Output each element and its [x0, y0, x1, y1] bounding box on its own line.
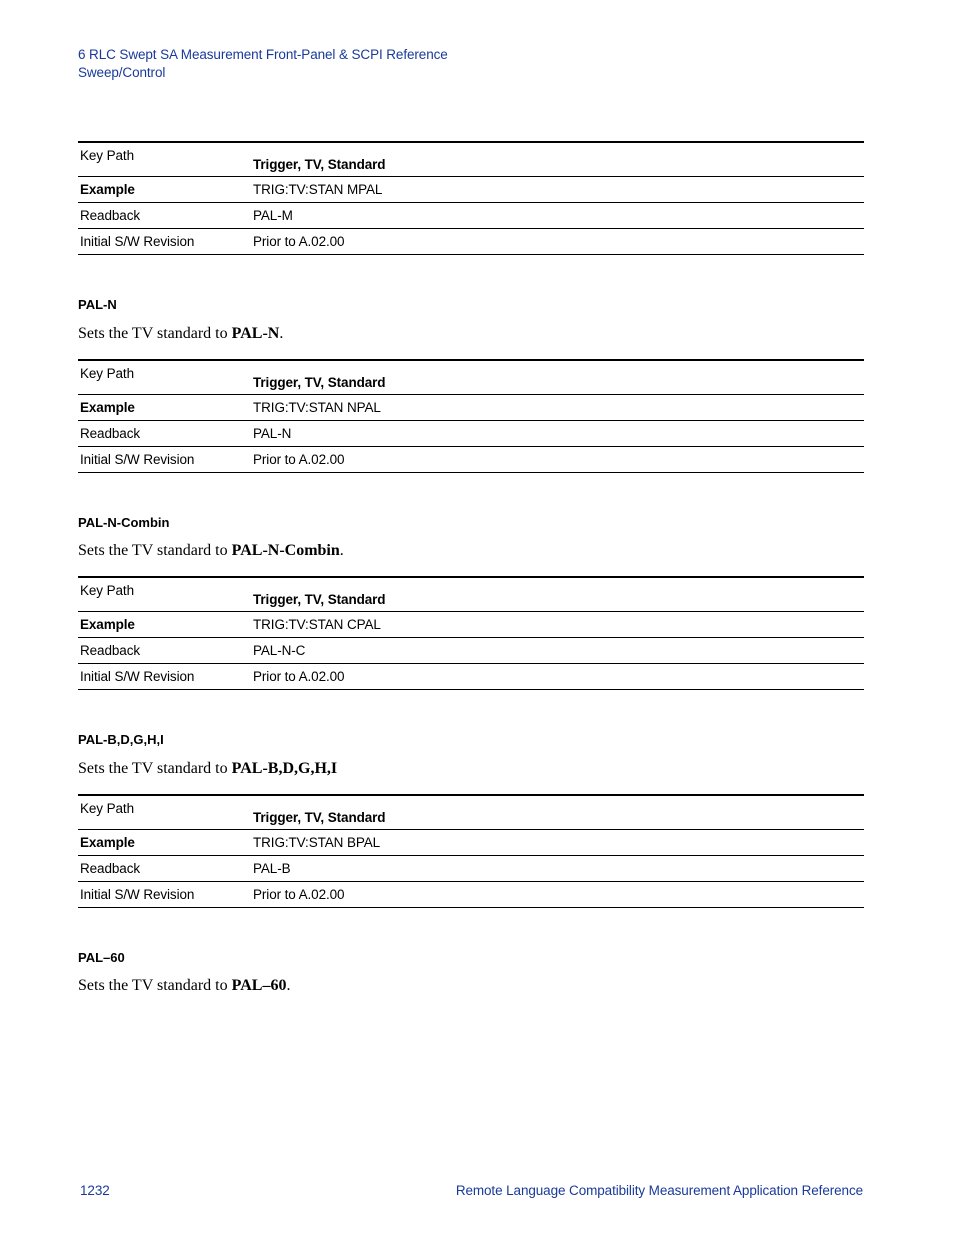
table-row [78, 142, 864, 177]
table-row [78, 664, 864, 690]
standard-term: PAL–60 [231, 977, 287, 994]
revision-value: Prior to A.02.00 [253, 669, 345, 684]
readback-value: PAL-N-C [253, 643, 306, 658]
section-description: Sets the TV standard to PAL-B,D,G,H,I [78, 760, 338, 777]
section-heading-pal-bdghi: PAL-B,D,G,H,I [78, 732, 164, 747]
table-row [78, 795, 864, 830]
revision-label: Initial S/W Revision [80, 234, 195, 249]
example-value: TRIG:TV:STAN MPAL [253, 182, 383, 197]
table-row [78, 830, 864, 856]
table-row [78, 612, 864, 638]
key-path-value: Trigger, TV, Standard [253, 592, 386, 607]
table-row [78, 447, 864, 473]
section-description: Sets the TV standard to PAL-N. [78, 325, 284, 342]
readback-value: PAL-N [253, 426, 292, 441]
key-path-value: Trigger, TV, Standard [253, 810, 386, 825]
document-title: Remote Language Compatibility Measurement Application Reference [455, 1183, 863, 1198]
example-label: Example [80, 182, 135, 197]
section-heading-pal-60: PAL–60 [78, 950, 125, 965]
section-heading-pal-n: PAL-N [78, 297, 117, 312]
readback-label: Readback [80, 643, 140, 658]
readback-value: PAL-M [253, 208, 293, 223]
example-label: Example [80, 400, 135, 415]
readback-label: Readback [80, 861, 140, 876]
standard-term: PAL-B,D,G,H,I [231, 760, 338, 777]
chapter-header: 6 RLC Swept SA Measurement Front-Panel & SCPI Reference [78, 47, 448, 62]
revision-label: Initial S/W Revision [80, 452, 195, 467]
spec-table-pal-bdghi [78, 794, 864, 908]
example-label: Example [80, 617, 135, 632]
readback-value: PAL-B [253, 861, 291, 876]
table-row [78, 421, 864, 447]
key-path-label: Key Path [80, 583, 134, 598]
readback-label: Readback [80, 208, 140, 223]
table-row [78, 229, 864, 255]
table-row [78, 856, 864, 882]
key-path-label: Key Path [80, 148, 134, 163]
key-path-value: Trigger, TV, Standard [253, 375, 386, 390]
spec-table-pal-m [78, 141, 864, 255]
example-value: TRIG:TV:STAN NPAL [253, 400, 381, 415]
standard-term: PAL-N [231, 325, 280, 342]
example-value: TRIG:TV:STAN BPAL [253, 835, 381, 850]
example-value: TRIG:TV:STAN CPAL [253, 617, 381, 632]
page-number: 1232 [80, 1183, 110, 1198]
revision-value: Prior to A.02.00 [253, 887, 345, 902]
key-path-value: Trigger, TV, Standard [253, 157, 386, 172]
readback-label: Readback [80, 426, 140, 441]
revision-label: Initial S/W Revision [80, 669, 195, 684]
revision-value: Prior to A.02.00 [253, 452, 345, 467]
table-row [78, 882, 864, 908]
section-description: Sets the TV standard to PAL-N-Combin. [78, 542, 344, 559]
revision-label: Initial S/W Revision [80, 887, 195, 902]
spec-table-pal-n-combin [78, 576, 864, 690]
key-path-label: Key Path [80, 801, 134, 816]
revision-value: Prior to A.02.00 [253, 234, 345, 249]
example-label: Example [80, 835, 135, 850]
key-path-label: Key Path [80, 366, 134, 381]
section-description: Sets the TV standard to PAL–60. [78, 977, 291, 994]
table-row [78, 360, 864, 395]
section-header: Sweep/Control [78, 65, 166, 80]
table-row [78, 577, 864, 612]
table-row [78, 395, 864, 421]
table-row [78, 177, 864, 203]
spec-table-pal-n [78, 359, 864, 473]
section-heading-pal-n-combin: PAL-N-Combin [78, 515, 170, 530]
table-row [78, 203, 864, 229]
table-row [78, 638, 864, 664]
standard-term: PAL-N-Combin [231, 542, 340, 559]
